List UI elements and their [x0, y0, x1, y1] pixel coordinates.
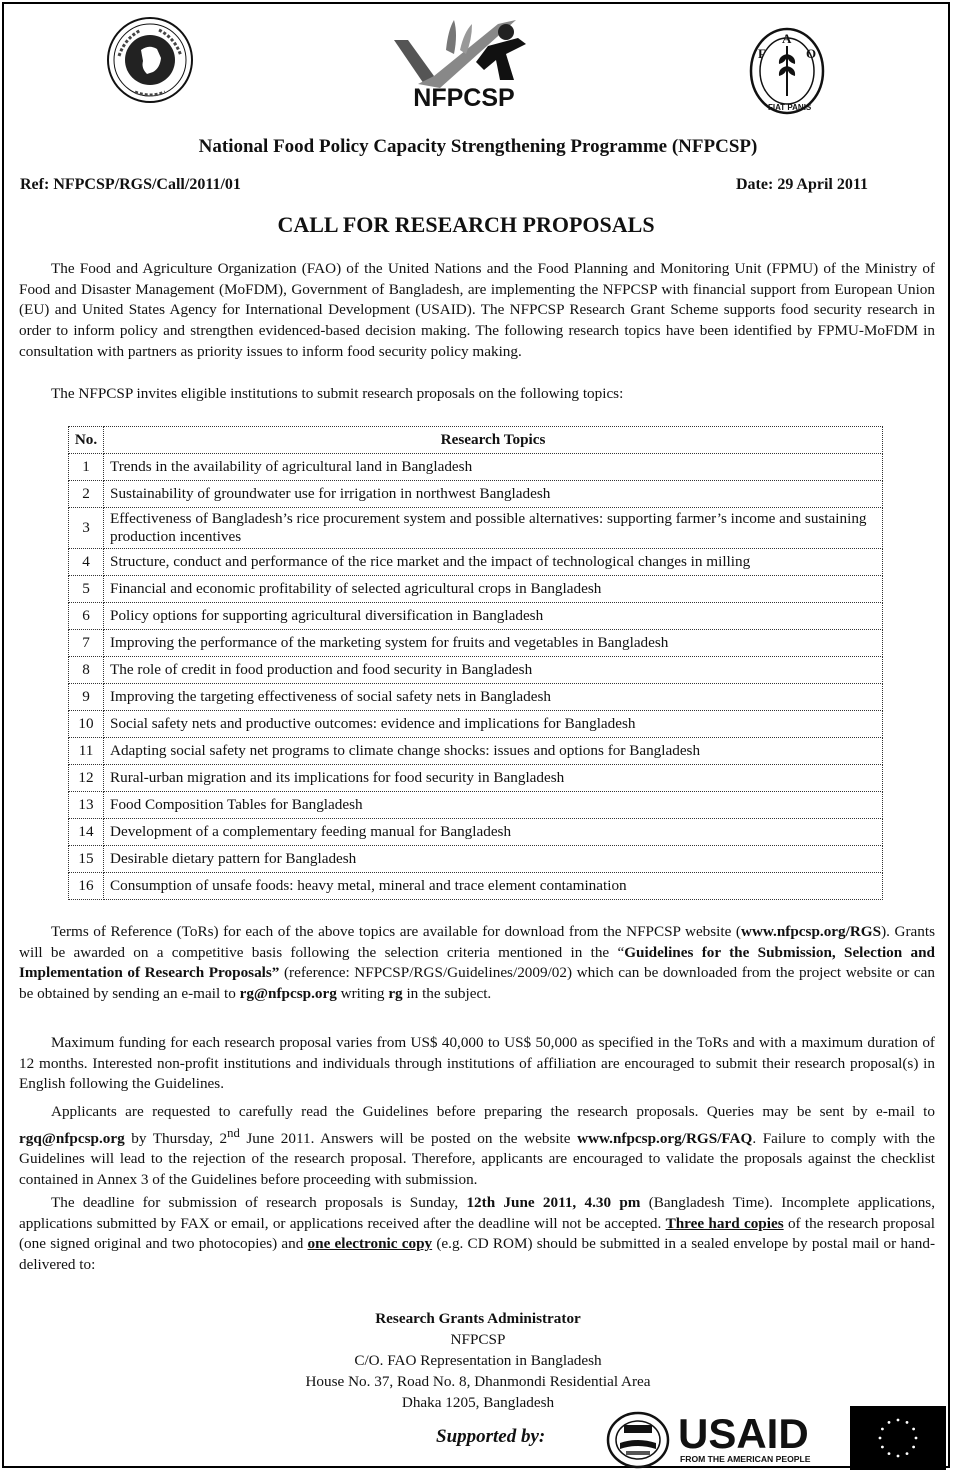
- applicants-paragraph: Applicants are requested to carefully read the Guidelines before preparing the research proposals. Queries may be sent by e-mail to rgq@nfpcsp.org by Thursday, 2nd June 2011. Answers will be posted on the website www.nfpcsp.org/RGS/FAQ. Failure to comply with the Guidelines will lead to the rejection of the research proposal. Therefore, applicants are encouraged to validate the proposals against the checklist contained in Annex 3 of the Guidelines before proceeding with submission.: [19, 1103, 935, 1189]
- table-row: [69, 603, 883, 630]
- row-topic: Effectiveness of Bangladesh’s rice procurement system and possible alternatives: supporting farmer’s income and sustaining production incentives: [104, 508, 883, 549]
- supported-by-label: Supported by:: [436, 1426, 546, 1447]
- row-topic: Rural-urban migration and its implications for food security in Bangladesh: [104, 765, 883, 792]
- funding-paragraph: Maximum funding for each research proposal varies from US$ 40,000 to US$ 50,000 as specified in the ToRs and with a maximum duration of 12 months. Interested non-profit institutions and individuals through institutions of affiliation are encouraged to submit their research proposal(s) in English following the Guidelines.: [19, 1034, 935, 1093]
- row-number: 5: [69, 576, 104, 603]
- call-title: CALL FOR RESEARCH PROPOSALS: [277, 212, 655, 237]
- row-number: 3: [69, 508, 104, 549]
- table-row: [69, 738, 883, 765]
- bangladesh-government-seal-icon: [105, 16, 195, 104]
- usaid-wordmark: [678, 1410, 836, 1464]
- guidelines-title: Guidelines for the Submission, Selection and Implementation of Research Proposals”: [19, 943, 935, 982]
- address-recipient: Research Grants Administrator: [375, 1310, 581, 1327]
- date-superscript: nd: [227, 1125, 240, 1140]
- row-number: 2: [69, 481, 104, 508]
- fao-letter-o: O: [806, 46, 817, 61]
- table-row: [69, 819, 883, 846]
- row-topic: The role of credit in food production and food security in Bangladesh: [104, 657, 883, 684]
- fao-letter-a: A: [782, 31, 792, 46]
- deadline-paragraph: The deadline for submission of research proposals is Sunday, 12th June 2011, 4.30 pm (Bangladesh Time). Incomplete applications, applications submitted by FAX or email, or applications received after the deadline will not be accepted. Three hard copies of the research proposal (one signed original and two photocopies) and one electronic copy (e.g. CD ROM) should be submitted in a sealed envelope by postal mail or hand-delivered to:: [19, 1194, 935, 1274]
- usaid-text: USAID: [678, 1410, 809, 1457]
- nfpcsp-logo-text: NFPCSP: [413, 84, 515, 112]
- rg-email-link[interactable]: rg@nfpcsp.org: [239, 985, 337, 1003]
- row-number: 11: [69, 738, 104, 765]
- eu-flag-icon: [850, 1406, 946, 1470]
- intro-paragraph: The Food and Agriculture Organization (FAO) of the United Nations and the Food Planning and Monitoring Unit (FPMU) of the Ministry of Food and Disaster Management (MoFDM), Government of Bangladesh, are implementing the NFPCSP with financial support from European Union (EU) and United States Agency for International Development (USAID). The NFPCSP Research Grant Scheme supports food security research in order to inform policy and strengthen evidenced-based decision making. The following research topics have been identified by FPMU-MoFDM in consultation with partners as priority issues to inform food security policy making.: [19, 260, 935, 360]
- table-row: [69, 873, 883, 900]
- row-number: 7: [69, 630, 104, 657]
- invitation-paragraph: The NFPCSP invites eligible institutions to submit research proposals on the following topics:: [51, 385, 624, 402]
- row-number: 4: [69, 549, 104, 576]
- table-row: [69, 481, 883, 508]
- reference-number: Ref: NFPCSP/RGS/Call/2011/01: [20, 176, 241, 193]
- address-line: House No. 37, Road No. 8, Dhanmondi Residential Area: [305, 1373, 651, 1390]
- row-topic: Sustainability of groundwater use for irrigation in northwest Bangladesh: [104, 481, 883, 508]
- fao-logo-icon: [748, 26, 826, 116]
- row-topic: Consumption of unsafe foods: heavy metal, mineral and trace element contamination: [104, 873, 883, 900]
- row-topic: Development of a complementary feeding manual for Bangladesh: [104, 819, 883, 846]
- row-number: 8: [69, 657, 104, 684]
- organization-title: National Food Policy Capacity Strengthening Programme (NFPCSP): [198, 136, 758, 157]
- row-topic: Policy options for supporting agricultural diversification in Bangladesh: [104, 603, 883, 630]
- usaid-seal-icon: [606, 1411, 670, 1469]
- table-row: [69, 684, 883, 711]
- row-number: 12: [69, 765, 104, 792]
- row-topic: Improving the performance of the marketing system for fruits and vegetables in Bangladesh: [104, 630, 883, 657]
- row-number: 14: [69, 819, 104, 846]
- table-row: [69, 508, 883, 549]
- tor-paragraph: Terms of Reference (ToRs) for each of the above topics are available for download from the NFPCSP website (www.nfpcsp.org/RGS). Grants will be awarded on a competitive basis following the selection criteria mentioned in the “Guidelines for the Submission, Selection and Implementation of Research Proposals” (reference: NFPCSP/RGS/Guidelines/2009/02) which can be downloaded from the project website or can be obtained by sending an e-mail to rg@nfpcsp.org writing rg in the subject.: [19, 923, 935, 1003]
- row-number: 1: [69, 454, 104, 481]
- row-topic: Food Composition Tables for Bangladesh: [104, 792, 883, 819]
- row-number: 13: [69, 792, 104, 819]
- table-row: [69, 765, 883, 792]
- table-row: [69, 792, 883, 819]
- faq-link[interactable]: www.nfpcsp.org/RGS/FAQ: [577, 1129, 753, 1147]
- table-header-row: [69, 427, 883, 454]
- table-row: [69, 576, 883, 603]
- row-number: 16: [69, 873, 104, 900]
- row-topic: Improving the targeting effectiveness of social safety nets in Bangladesh: [104, 684, 883, 711]
- row-topic: Social safety nets and productive outcomes: evidence and implications for Bangladesh: [104, 711, 883, 738]
- usaid-tagline: FROM THE AMERICAN PEOPLE: [680, 1454, 811, 1464]
- address-line: Dhaka 1205, Bangladesh: [401, 1394, 555, 1411]
- row-number: 9: [69, 684, 104, 711]
- table-row: [69, 454, 883, 481]
- research-topics-table: [68, 426, 883, 900]
- table-row: [69, 711, 883, 738]
- deadline-date: 12th June 2011, 4.30 pm: [466, 1194, 641, 1211]
- row-number: 15: [69, 846, 104, 873]
- address-line: C/O. FAO Representation in Bangladesh: [354, 1352, 602, 1369]
- fao-motto: FIAT PANIS: [768, 103, 812, 112]
- address-line: NFPCSP: [450, 1331, 506, 1348]
- row-topic: Desirable dietary pattern for Bangladesh: [104, 846, 883, 873]
- header-research-topics: Research Topics: [104, 427, 883, 454]
- row-topic: Adapting social safety net programs to climate change shocks: issues and options for Bangladesh: [104, 738, 883, 765]
- hard-copies-text: Three hard copies: [665, 1214, 784, 1232]
- table-row: [69, 549, 883, 576]
- row-topic: Financial and economic profitability of selected agricultural crops in Bangladesh: [104, 576, 883, 603]
- email-subject: rg: [388, 985, 403, 1003]
- website-link[interactable]: www.nfpcsp.org/RGS: [740, 923, 882, 940]
- row-number: 10: [69, 711, 104, 738]
- table-row: [69, 657, 883, 684]
- header-no: No.: [69, 427, 104, 454]
- row-topic: Structure, conduct and performance of the rice market and the impact of technological changes in milling: [104, 549, 883, 576]
- table-row: [69, 846, 883, 873]
- row-topic: Trends in the availability of agricultural land in Bangladesh: [104, 454, 883, 481]
- electronic-copy-text: one electronic copy: [307, 1235, 433, 1253]
- fao-letter-f: F: [758, 46, 766, 61]
- rgq-email-link[interactable]: rgq@nfpcsp.org: [19, 1129, 125, 1147]
- issue-date: Date: 29 April 2011: [736, 176, 868, 193]
- row-number: 6: [69, 603, 104, 630]
- table-row: [69, 630, 883, 657]
- mailing-address: [230, 1308, 726, 1413]
